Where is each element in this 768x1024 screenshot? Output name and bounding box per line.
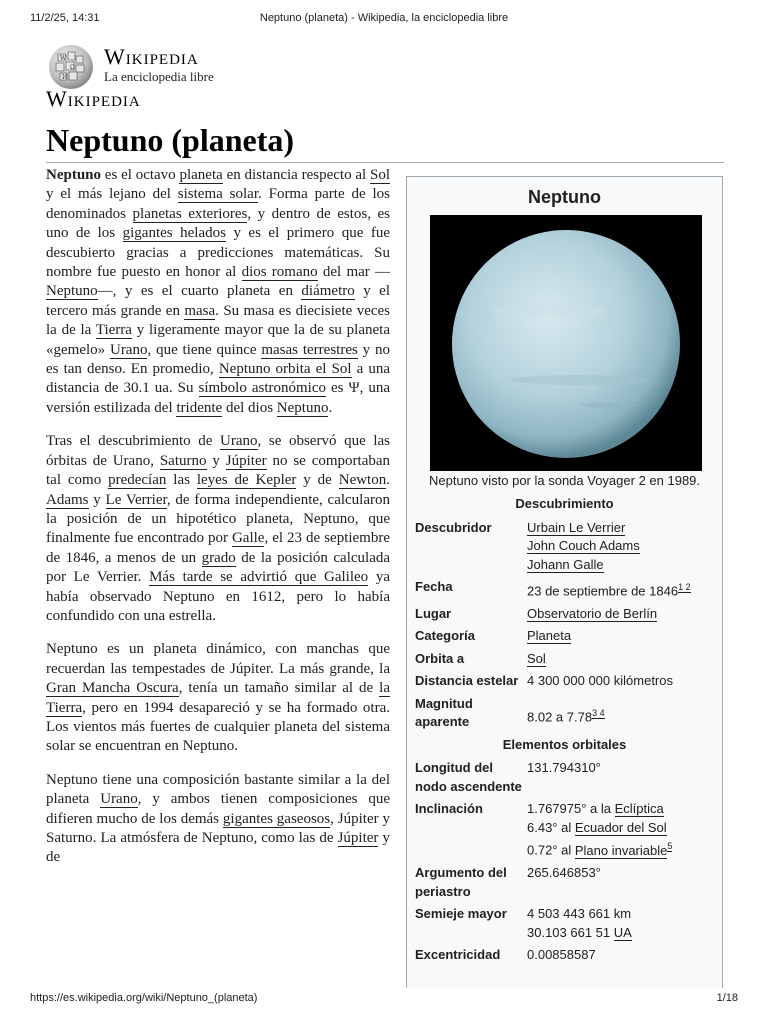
row-value: 4 300 000 000 kilómetros bbox=[527, 673, 673, 689]
print-url: https://es.wikipedia.org/wiki/Neptuno_(planeta) bbox=[30, 992, 258, 1004]
table-row bbox=[413, 603, 716, 626]
article-link[interactable]: Neptuno bbox=[46, 283, 98, 300]
link-sun[interactable]: Sol bbox=[527, 650, 546, 666]
article-link[interactable]: Neptuno bbox=[276, 399, 329, 416]
table-row bbox=[413, 625, 716, 648]
article-body bbox=[46, 166, 390, 882]
article-text: , y dentro de estos, es uno de los bbox=[46, 205, 390, 242]
logo-tagline: La enciclopedia libre bbox=[104, 69, 214, 84]
row-label: Categoría bbox=[415, 628, 475, 644]
row-label: Longitud del nodo ascendente bbox=[415, 760, 522, 794]
row-label: Lugar bbox=[415, 605, 452, 621]
table-row bbox=[413, 862, 716, 903]
article-link[interactable]: Galle bbox=[231, 530, 265, 547]
article-text: , Júpiter y Saturno. La atmósfera de Neptuno, como las de bbox=[46, 810, 391, 846]
article-link[interactable]: masas terrestres bbox=[261, 341, 358, 358]
article-link[interactable]: Saturno bbox=[159, 452, 207, 469]
neptune-planet-image bbox=[430, 215, 702, 471]
print-page-counter: 1/18 bbox=[716, 992, 738, 1004]
svg-text:Ω: Ω bbox=[70, 64, 75, 71]
article-link[interactable]: planeta bbox=[179, 167, 223, 183]
article-link[interactable]: diámetro bbox=[301, 283, 355, 300]
article-link[interactable]: planetas exteriores bbox=[132, 205, 248, 222]
article-link[interactable]: Tierra bbox=[95, 322, 132, 339]
article-text: , tenía un tamaño similar al de bbox=[178, 680, 380, 697]
article-text: y de bbox=[46, 830, 390, 866]
row-value: 1.767975° a la bbox=[527, 801, 615, 817]
row-value: 0.72° al bbox=[527, 842, 575, 858]
print-datetime: 11/2/25, 14:31 bbox=[30, 12, 100, 24]
infobox bbox=[406, 176, 723, 988]
article-link[interactable]: dios romano bbox=[241, 264, 318, 281]
print-header bbox=[30, 12, 738, 28]
article-link[interactable]: Adams bbox=[46, 491, 89, 508]
table-row bbox=[413, 903, 716, 944]
article-text: no se comportaban tal como bbox=[46, 452, 391, 489]
article-link[interactable]: Más tarde se advirtió que Galileo bbox=[149, 569, 369, 586]
infobox-title: Neptuno bbox=[528, 187, 601, 207]
table-row bbox=[413, 944, 716, 967]
svg-text:И: И bbox=[62, 74, 68, 81]
article-text: . Forma parte de los denominados bbox=[46, 186, 390, 222]
article-link[interactable]: grado bbox=[201, 549, 236, 566]
print-footer bbox=[30, 992, 738, 1008]
article-link[interactable]: Neptuno orbita el Sol bbox=[218, 361, 352, 378]
article-text: y bbox=[88, 491, 106, 508]
article-link[interactable]: la Tierra bbox=[46, 680, 390, 716]
table-row bbox=[413, 757, 716, 798]
table-row bbox=[413, 670, 716, 693]
article-text: . Su masa es diecisiete veces la de la bbox=[46, 302, 390, 339]
row-value: 8.02 a 7.78 bbox=[527, 709, 593, 725]
article-text: y no es tan denso. En promedio, bbox=[46, 341, 390, 378]
svg-text:W: W bbox=[60, 55, 67, 62]
article-link[interactable]: predecían bbox=[108, 472, 167, 489]
article-text: a una distancia de 30.1 ua. Su bbox=[46, 361, 390, 397]
row-label: Magnitud aparente bbox=[415, 695, 473, 730]
article-text: en distancia respecto al bbox=[222, 167, 370, 183]
article-paragraph bbox=[46, 771, 390, 868]
article-link[interactable]: Sol bbox=[369, 167, 390, 183]
article-link[interactable]: gigantes helados bbox=[122, 225, 226, 242]
row-label: Distancia estelar bbox=[415, 673, 519, 689]
row-label: Excentricidad bbox=[415, 947, 501, 963]
article-text: , pero en 1994 desapareció y se ha formado otra. Los vientos más fuertes de cualquier planeta del sistema solar se encuentran en Neptuno. bbox=[46, 699, 390, 755]
table-row bbox=[413, 576, 716, 603]
page-title: Neptuno (planeta) bbox=[46, 122, 295, 158]
section-header-orbital: Elementos orbitales bbox=[502, 736, 627, 752]
article-text: y es el primero que fue descubierto gracias a predicciones matemáticas. Su nombre fue puesto en honor al bbox=[46, 225, 391, 281]
article-text: las bbox=[166, 472, 197, 489]
article-link[interactable]: Urano bbox=[100, 791, 138, 808]
link-ecliptic[interactable]: Eclíptica bbox=[614, 801, 664, 817]
infobox-caption: Neptuno visto por la sonda Voyager 2 en 1989. bbox=[428, 473, 701, 488]
link-discoverer-adams[interactable]: John Couch Adams bbox=[527, 538, 640, 553]
row-value: 131.794310° bbox=[527, 760, 601, 776]
article-paragraph bbox=[46, 166, 390, 418]
link-category[interactable]: Planeta bbox=[527, 628, 572, 644]
article-text: y bbox=[206, 452, 226, 469]
article-link[interactable]: Newton bbox=[338, 472, 387, 489]
neptune-image[interactable] bbox=[430, 215, 702, 471]
article-text: y el más lejano del bbox=[46, 186, 178, 203]
article-text: es el octavo bbox=[101, 167, 180, 183]
link-discoverer-le-verrier[interactable]: Urbain Le Verrier bbox=[527, 519, 626, 535]
row-label: Semieje mayor bbox=[415, 906, 507, 922]
article-link[interactable]: símbolo astronómico bbox=[198, 380, 326, 397]
article-text: , y ambos tienen composiciones que difieren mucho de los demás bbox=[46, 791, 391, 827]
title-divider bbox=[46, 162, 724, 163]
reference-link[interactable]: 1 2 bbox=[678, 582, 691, 592]
row-value: 30.103 661 51 bbox=[527, 924, 614, 940]
article-text: , de forma independiente, calcularon la posición de un hipotético planeta, Neptuno, que finalmente fue encontrado por bbox=[46, 491, 391, 547]
link-ua[interactable]: UA bbox=[613, 924, 632, 940]
row-value: 23 de septiembre de 1846 bbox=[527, 583, 679, 599]
article-text: Tras el descubrimiento de bbox=[46, 433, 221, 450]
article-link[interactable]: Le Verrier bbox=[105, 491, 167, 508]
section-header-discovery: Descubrimiento bbox=[515, 496, 614, 511]
article-link[interactable]: gigantes gaseosos bbox=[222, 810, 331, 827]
row-value: 4 503 443 661 km bbox=[527, 906, 632, 922]
infobox-table bbox=[413, 493, 716, 967]
article-text: , el 23 de septiembre de 1846, a menos de un bbox=[46, 530, 391, 566]
article-link[interactable]: Urano bbox=[109, 341, 148, 358]
link-discoverer-galle[interactable]: Johann Galle bbox=[527, 556, 604, 572]
article-bold-term: Neptuno bbox=[46, 167, 102, 183]
logo-wordmark-secondary: Wikipedia bbox=[46, 86, 141, 111]
article-text: , se observó que las órbitas de Urano, bbox=[46, 433, 390, 469]
article-text: de la posición calculada por Le Verrier. bbox=[46, 549, 391, 586]
table-row bbox=[413, 693, 716, 734]
article-link[interactable]: tridente bbox=[176, 399, 223, 416]
row-label: Fecha bbox=[415, 579, 453, 594]
row-label: Descubridor bbox=[415, 519, 492, 535]
row-value: 0.00858587 bbox=[527, 947, 596, 963]
table-row bbox=[413, 648, 716, 671]
article-text: del mar — bbox=[317, 264, 391, 281]
link-sun-equator[interactable]: Ecuador del Sol bbox=[574, 819, 667, 835]
table-row bbox=[413, 517, 716, 577]
link-invariable-plane[interactable]: Plano invariable bbox=[574, 842, 668, 858]
row-value: 265.646853° bbox=[527, 865, 601, 881]
row-label: Inclinación bbox=[415, 801, 483, 817]
reference-link[interactable]: 3 4 bbox=[592, 707, 605, 718]
article-text: y de bbox=[296, 472, 339, 489]
row-value: 6.43° al bbox=[527, 819, 575, 835]
article-text: Neptuno tiene una composición bastante similar a la del planeta bbox=[46, 771, 390, 808]
article-link[interactable]: masa bbox=[184, 302, 216, 319]
article-text: —, y es el cuarto planeta en bbox=[97, 283, 302, 300]
article-link[interactable]: Júpiter bbox=[225, 452, 267, 469]
logo-wordmark: Wikipedia bbox=[104, 44, 199, 69]
article-text: Neptuno es un planeta dinámico, con manchas que recuerdan las tempestades de Júpiter. La más grande, la bbox=[46, 641, 390, 677]
link-observatory[interactable]: Observatorio de Berlín bbox=[527, 605, 658, 621]
article-link[interactable]: Urano bbox=[220, 433, 258, 450]
wikipedia-logo[interactable] bbox=[46, 42, 286, 114]
article-text: , que tiene quince bbox=[147, 341, 262, 358]
article-text: ya había observado Neptuno en 1612, pero lo había confundido con una estrella. bbox=[46, 569, 390, 624]
article-paragraph bbox=[46, 432, 390, 626]
reference-link[interactable]: 5 bbox=[667, 841, 673, 852]
article-link[interactable]: Gran Mancha Oscura bbox=[46, 680, 179, 697]
article-paragraph bbox=[46, 640, 390, 756]
article-text: del dios bbox=[222, 399, 277, 416]
article-text: y el tercero más grande en bbox=[46, 283, 390, 319]
article-text: es Ψ, una versión estilizada del bbox=[46, 380, 390, 416]
article-link[interactable]: Júpiter bbox=[337, 830, 379, 846]
article-text: y ligeramente mayor que la de su planeta «gemelo» bbox=[46, 322, 390, 358]
table-row bbox=[413, 798, 716, 862]
row-label: Orbita a bbox=[415, 650, 465, 666]
print-doc-title: Neptuno (planeta) - Wikipedia, la enciclopedia libre bbox=[259, 12, 509, 24]
article-text: . bbox=[386, 472, 390, 489]
article-link[interactable]: leyes de Kepler bbox=[196, 472, 297, 489]
row-label: Argumento del periastro bbox=[415, 865, 507, 899]
article-text: . bbox=[328, 399, 333, 416]
article-link[interactable]: sistema solar bbox=[177, 186, 258, 203]
wikipedia-globe-icon bbox=[46, 44, 96, 90]
